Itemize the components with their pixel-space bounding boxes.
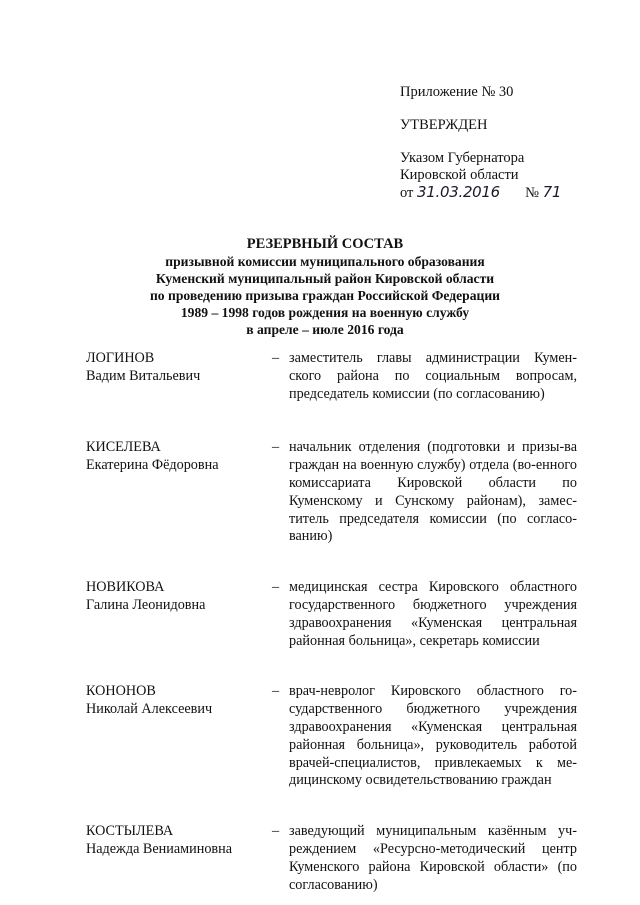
dash-separator: – bbox=[272, 823, 280, 840]
member-name bbox=[86, 350, 271, 386]
approval-stamp bbox=[400, 84, 610, 202]
document-title bbox=[60, 236, 590, 338]
member-given-name: Екатерина Фёдоровна bbox=[86, 457, 219, 474]
member-role: заместитель главы администрации Кумен-ского района по социальным вопросам, председатель комиссии (по согласованию) bbox=[289, 350, 577, 402]
member-surname: ЛОГИНОВ bbox=[86, 350, 155, 366]
member-surname: КОНОНОВ bbox=[86, 683, 156, 700]
title-line-5: в апреле – июле 2016 года bbox=[246, 322, 404, 337]
member-entry bbox=[86, 579, 586, 650]
handwritten-number: 71 bbox=[542, 183, 562, 201]
handwritten-date: 31.03.2016 bbox=[417, 183, 500, 201]
member-given-name: Николай Алексеевич bbox=[86, 701, 213, 718]
member-role: врач-невролог Кировского областного го-сударственного бюджетного учреждения здравоохранения «Куменская центральная районная больница», руководитель работой врачей-специалистов, привлекаемых к ме-дицинскому освидетельствованию граждан bbox=[289, 683, 577, 789]
main-title: РЕЗЕРВНЫЙ СОСТАВ bbox=[246, 236, 404, 252]
dash-separator: – bbox=[272, 350, 280, 366]
member-surname: КОСТЫЛЕВА bbox=[86, 823, 174, 840]
member-given-name: Надежда Вениаминовна bbox=[86, 840, 233, 857]
decree-line-1: Указом Губернатора bbox=[400, 150, 525, 166]
number-prefix: № bbox=[525, 185, 540, 201]
dash-separator: – bbox=[272, 579, 280, 596]
title-line-2: Куменский муниципальный район Кировской области bbox=[155, 271, 495, 286]
member-role: медицинская сестра Кировского областного государственного бюджетного учреждения здравоохранения «Куменская центральная районная больница», секретарь комиссии bbox=[289, 579, 577, 649]
title-line-1: призывной комиссии муниципального образования bbox=[165, 254, 485, 269]
member-role: заведующий муниципальным казённым уч-реждением «Ресурсно-методический центр Куменского района Кировской области» (по согласованию) bbox=[289, 823, 577, 893]
member-given-name: Вадим Витальевич bbox=[86, 367, 201, 384]
member-surname: КИСЕЛЕВА bbox=[86, 439, 161, 456]
date-prefix: от bbox=[400, 185, 414, 201]
approved-label: УТВЕРЖДЕН bbox=[400, 117, 488, 133]
member-entry bbox=[86, 683, 586, 790]
member-name bbox=[86, 439, 271, 475]
member-entry bbox=[86, 439, 586, 546]
member-entry bbox=[86, 350, 586, 403]
member-surname: НОВИКОВА bbox=[86, 579, 165, 596]
decree-line-2: Кировской области bbox=[400, 167, 519, 183]
dash-separator: – bbox=[272, 683, 280, 700]
member-name bbox=[86, 683, 271, 719]
member-name bbox=[86, 823, 271, 859]
member-role: начальник отделения (подготовки и призы-ва граждан на военную службу) отдела (во-енного комиссариата Кировской области по Куменскому и Сунскому районам), замес-титель председателя комиссии (по согласо-ванию) bbox=[289, 439, 577, 545]
dash-separator: – bbox=[272, 439, 280, 456]
member-entry bbox=[86, 823, 586, 894]
members-list bbox=[86, 350, 586, 894]
member-name bbox=[86, 579, 271, 615]
decree-date-line bbox=[400, 184, 610, 202]
title-line-3: по проведению призыва граждан Российской Федерации bbox=[149, 288, 501, 303]
title-line-4: 1989 – 1998 годов рождения на военную службу bbox=[180, 305, 470, 320]
appendix-label: Приложение № 30 bbox=[400, 84, 514, 100]
member-given-name: Галина Леонидовна bbox=[86, 596, 206, 613]
